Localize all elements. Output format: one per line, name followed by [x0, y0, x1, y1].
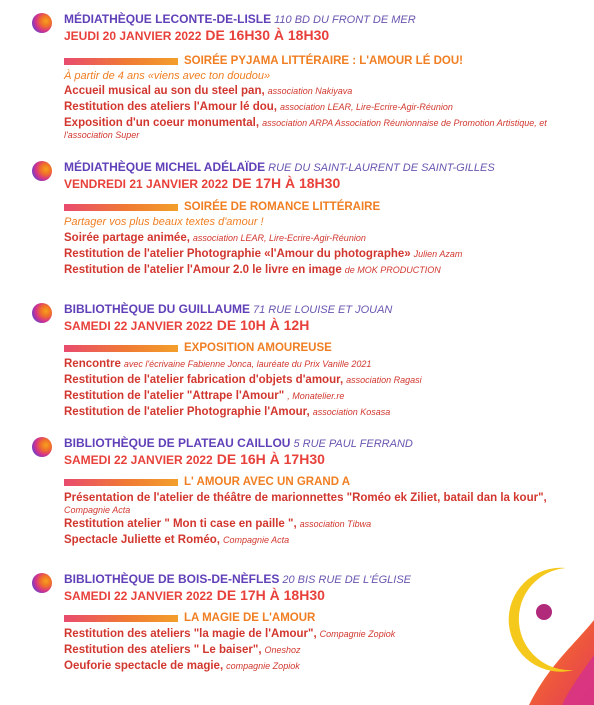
venue-name: MÉDIATHÈQUE MICHEL ADÉLAÏDE: [64, 160, 266, 174]
bullet-dot-icon: [32, 303, 52, 323]
theme-bar: [64, 345, 178, 352]
activity-item: Restitution de l'atelier fabrication d'objets d'amour, association Ragasi: [64, 374, 422, 386]
theme-title: LA MAGIE DE L'AMOUR: [184, 612, 316, 624]
event-time: DE 16H À 17H30: [216, 451, 325, 467]
bullet-dot-icon: [32, 161, 52, 181]
moon-decoration: [474, 560, 594, 705]
activity-item: Présentation de l'atelier de théâtre de marionnettes "Roméo ek Ziliet, batail dan la kour", Compagnie Acta: [64, 492, 547, 515]
venue-address: 20 BIS RUE DE L'ÉGLISE: [282, 574, 411, 586]
event-time: DE 17H À 18H30: [216, 587, 325, 603]
dot-icon: [536, 604, 552, 620]
activity-item: Rencontre avec l'écrivaine Fabienne Jonca, lauréate du Prix Vanille 2021: [64, 358, 372, 370]
bullet-dot-icon: [32, 573, 52, 593]
venue-address: 71 RUE LOUISE ET JOUAN: [253, 304, 393, 316]
theme-heading: [64, 611, 315, 625]
theme-title: SOIRÉE DE ROMANCE LITTÉRAIRE: [184, 201, 381, 213]
theme-title: L' AMOUR AVEC UN GRAND A: [184, 476, 351, 488]
venue-address: 110 BD DU FRONT DE MER: [274, 14, 416, 26]
theme-heading: [64, 341, 332, 355]
event-time: DE 17H À 18H30: [232, 175, 341, 191]
venue-name: BIBLIOTHÈQUE DE PLATEAU CAILLOU: [64, 436, 291, 450]
activity-item: Exposition d'un coeur monumental, association ARPA Association Réunionnaise de Promotion Artistique, et l'association Super: [64, 117, 547, 140]
event-date: VENDREDI 21 JANVIER 2022: [64, 177, 229, 191]
theme-heading: [64, 54, 463, 68]
venue-name: MÉDIATHÈQUE LECONTE-DE-LISLE: [64, 12, 272, 26]
theme-bar: [64, 204, 178, 211]
theme-title: EXPOSITION AMOUREUSE: [184, 342, 332, 354]
activity-item: Restitution de l'atelier Photographie l'Amour, association Kosasa: [64, 406, 391, 418]
venue-name: BIBLIOTHÈQUE DU GUILLAUME: [64, 302, 250, 316]
event-time: DE 16H30 À 18H30: [205, 27, 330, 43]
event-time: DE 10H À 12H: [216, 317, 310, 333]
venue-address: RUE DU SAINT-LAURENT DE SAINT-GILLES: [268, 162, 495, 174]
theme-heading: [64, 200, 380, 214]
event-date: JEUDI 20 JANVIER 2022: [64, 29, 202, 43]
theme-subtitle: À partir de 4 ans «viens avec ton doudou»: [64, 70, 271, 82]
activity-item: Oeuforie spectacle de magie, compagnie Zopiok: [64, 660, 300, 672]
activity-item: Restitution des ateliers "la magie de l'Amour", Compagnie Zopiok: [64, 628, 396, 640]
venue-name: BIBLIOTHÈQUE DE BOIS-DE-NÈFLES: [64, 572, 280, 586]
theme-bar: [64, 615, 178, 622]
bullet-dot-icon: [32, 13, 52, 33]
venue-address: 5 RUE PAUL FERRAND: [293, 438, 413, 450]
activity-item: Restitution des ateliers " Le baiser", Oneshoz: [64, 644, 301, 656]
activity-item: Restitution de l'atelier "Attrape l'Amour" , Monatelier.re: [64, 390, 345, 402]
activity-item: Restitution de l'atelier Photographie «l'Amour du photographe» Julien Azam: [64, 248, 463, 260]
theme-title: SOIRÉE PYJAMA LITTÉRAIRE : L'AMOUR LÉ DOU!: [184, 55, 463, 67]
theme-subtitle: Partager vos plus beaux textes d'amour !: [64, 216, 264, 228]
theme-bar: [64, 479, 178, 486]
theme-bar: [64, 58, 178, 65]
activity-item: Restitution atelier " Mon ti case en paille ", association Tibwa: [64, 518, 372, 530]
theme-heading: [64, 475, 350, 489]
bullet-dot-icon: [32, 437, 52, 457]
event-date: SAMEDI 22 JANVIER 2022: [64, 453, 213, 467]
event-date: SAMEDI 22 JANVIER 2022: [64, 589, 213, 603]
activity-item: Spectacle Juliette et Roméo, Compagnie Acta: [64, 534, 290, 546]
activity-item: Soirée partage animée, association LEAR, Lire-Ecrire-Agir-Réunion: [64, 232, 366, 244]
activity-item: Restitution de l'atelier l'Amour 2.0 le livre en image de MOK PRODUCTION: [64, 264, 441, 276]
activity-item: Restitution des ateliers l'Amour lé dou, association LEAR, Lire-Ecrire-Agir-Réunion: [64, 101, 453, 113]
activity-item: Accueil musical au son du steel pan, association Nakiyava: [64, 85, 353, 97]
event-date: SAMEDI 22 JANVIER 2022: [64, 319, 213, 333]
